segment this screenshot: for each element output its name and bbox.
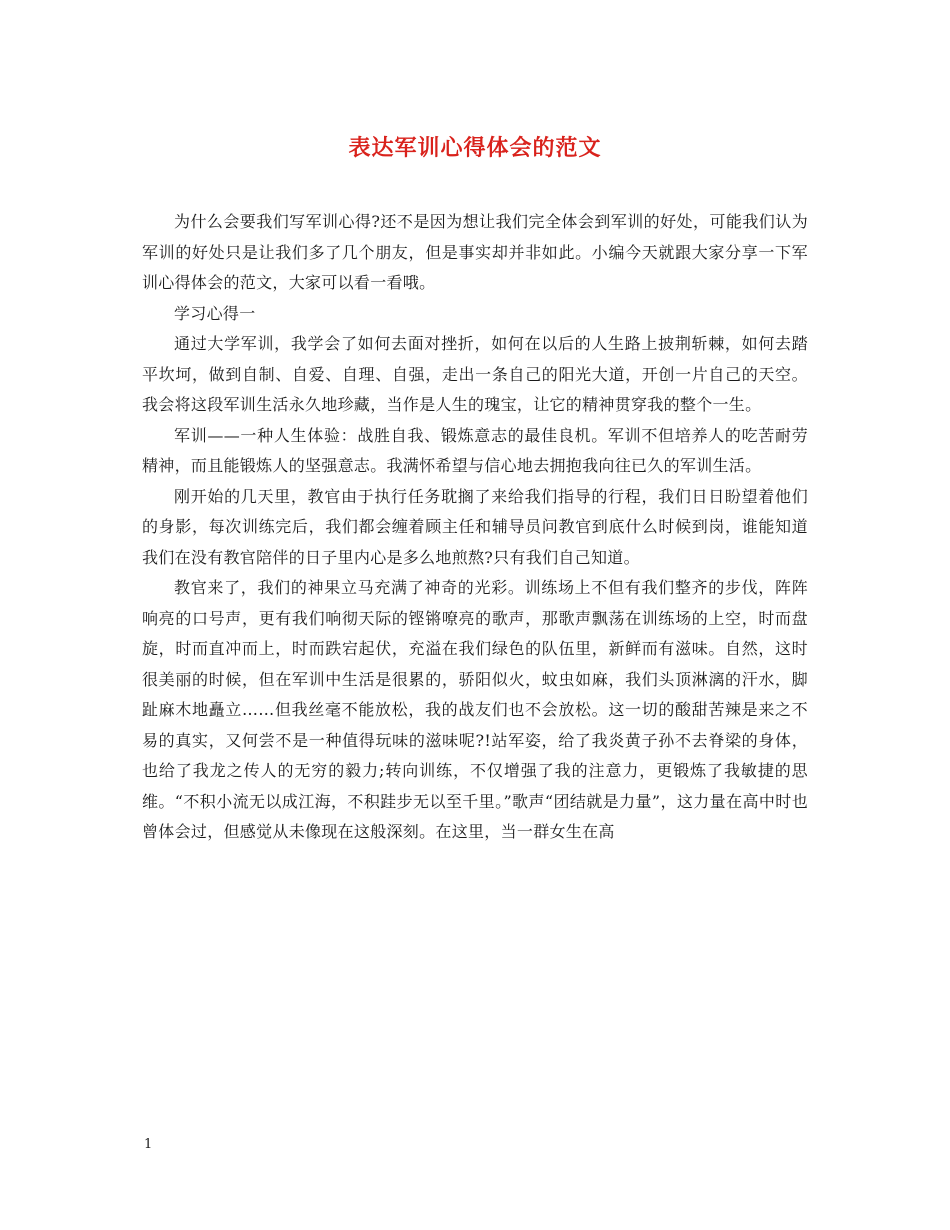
page-number: 1 xyxy=(144,1137,153,1152)
paragraph: 通过大学军训，我学会了如何去面对挫折，如何在以后的人生路上披荆斩棘，如何去踏平坎坷，做到自制、自爱、自理、自强，走出一条自己的阳光大道，开创一片自己的天空。我会将这段军训生活永久地珍藏，当作是人生的瑰宝，让它的精神贯穿我的整个一生。 xyxy=(142,334,808,414)
paragraph: 刚开始的几天里，教官由于执行任务耽搁了来给我们指导的行程，我们日日盼望着他们的身影，每次训练完后，我们都会缠着顾主任和辅导员问教官到底什么时候到岗，谁能知道我们在没有教官陪伴的日子里内心是多么地煎熬?只有我们自己知道。 xyxy=(142,486,808,567)
document-title: 表达军训心得体会的范文 xyxy=(348,135,602,161)
section-heading: 学习心得一 xyxy=(174,303,256,323)
paragraph-intro: 为什么会要我们写军训心得?还不是因为想让我们完全体会到军训的好处，可能我们认为军训的好处只是让我们多了几个朋友，但是事实却并非如此。小编今天就跟大家分享一下军训心得体会的范文，大家可以看一看哦。 xyxy=(142,212,808,292)
paragraph: 军训——一种人生体验：战胜自我、锻炼意志的最佳良机。军训不但培养人的吃苦耐劳精神，而且能锻炼人的坚强意志。我满怀希望与信心地去拥抱我向往已久的军训生活。 xyxy=(142,425,808,475)
paragraph: 教官来了，我们的神果立马充满了神奇的光彩。训练场上不但有我们整齐的步伐，阵阵响亮的口号声，更有我们响彻天际的铿锵嘹亮的歌声，那歌声飘荡在训练场的上空，时而盘旋，时而直冲而上，时而跌宕起伏，充溢在我们绿色的队伍里，新鲜而有滋味。自然，这时很美丽的时候，但在军训中生活是很累的，骄阳似火，蚊虫如麻，我们头顶淋漓的汗水，脚趾麻木地矗立……但我丝毫不能放松，我的战友们也不会放松。这一切的酸甜苦辣是来之不易的真实，又何尝不是一种值得玩味的滋味呢?!站军姿，给了我炎黄子孙不去脊梁的身体，也给了我龙之传人的无穷的毅力;转向训练，不仅增强了我的注意力，更锻炼了我敏捷的思维。“不积小流无以成江海，不积跬步无以至千里。”歌声“团结就是力量”，这力量在高中时也曾体会过，但感觉从未像现在这般深刻。在这里，当一群女生在高 xyxy=(142,578,808,841)
document-body xyxy=(142,207,808,848)
